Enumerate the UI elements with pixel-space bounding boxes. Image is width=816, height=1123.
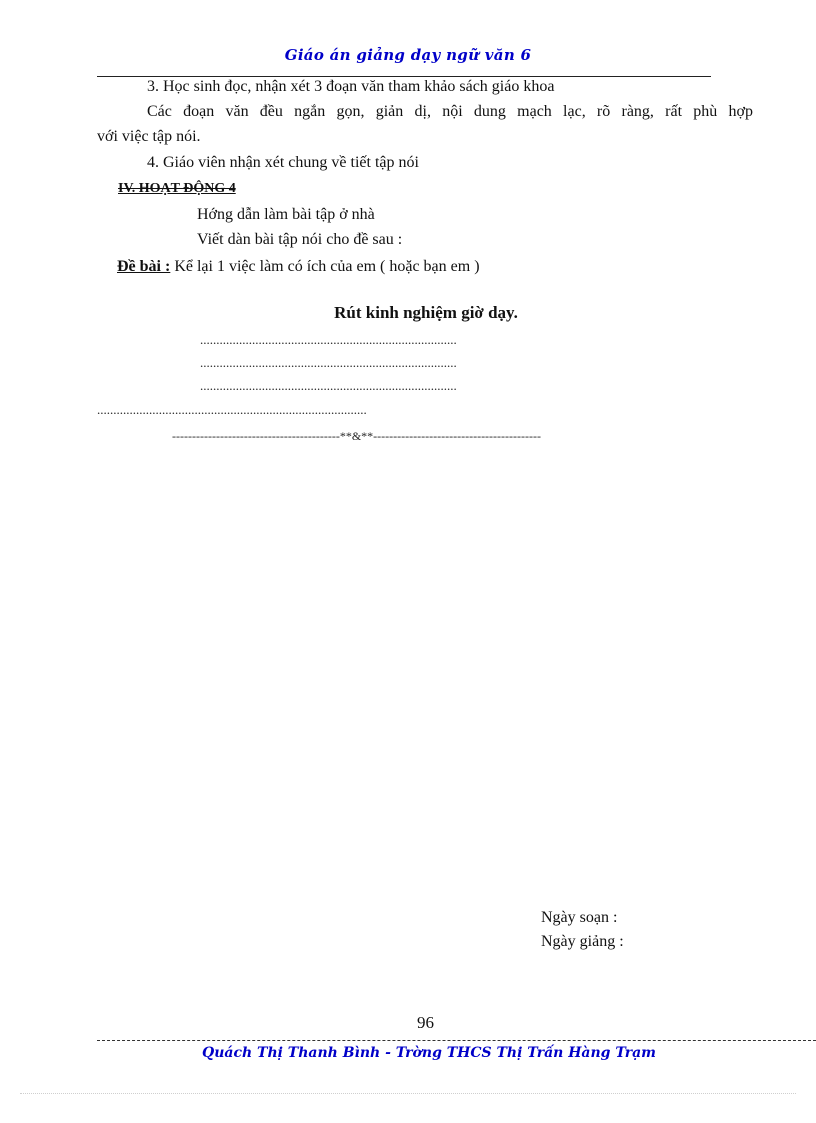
- date-prepared-label: Ngày soạn :: [541, 909, 618, 926]
- dotted-line-3: ...............................................................................: [200, 378, 457, 393]
- footer-rule: [97, 1040, 816, 1041]
- homework-task: Viết dàn bài tập nói cho đề sau :: [197, 231, 403, 248]
- topic-label: Đề bài :: [117, 258, 171, 275]
- topic-text: Kể lại 1 việc làm có ích của em ( hoặc bạn em ): [170, 258, 480, 275]
- bottom-dotted-rule: [20, 1093, 796, 1094]
- dotted-line-4: ...................................................................................: [97, 402, 367, 417]
- dotted-line-1: ...............................................................................: [200, 332, 457, 347]
- topic-line: [117, 257, 480, 277]
- page-header-title: Giáo án giảng dạy ngữ văn 6: [284, 46, 532, 64]
- dotted-line-2: ...............................................................................: [200, 355, 457, 370]
- section-divider: ------------------------------------------**&**------------------------------------------: [172, 429, 542, 443]
- item-3-text: 3. Học sinh đọc, nhận xét 3 đoạn văn tham khảo sách giáo khoa: [147, 78, 555, 95]
- footer-author: Quách Thị Thanh Bình - Trờng THCS Thị Trấn Hàng Trạm: [202, 1045, 656, 1061]
- section-heading: IV. HOẠT ĐỘNG 4: [118, 181, 236, 196]
- page-number: 96: [417, 1013, 434, 1032]
- comment-line-2: với việc tập nói.: [97, 128, 201, 145]
- item-4-text: 4. Giáo viên nhận xét chung về tiết tập nói: [147, 154, 419, 171]
- comment-line-1: Các đoạn văn đều ngắn gọn, giản dị, nội dung mạch lạc, rõ ràng, rất phù hợp: [147, 103, 753, 120]
- review-title: Rút kinh nghiệm giờ dạy.: [334, 303, 518, 322]
- date-taught-label: Ngày giảng :: [541, 933, 624, 950]
- homework-guide: Hớng dẫn làm bài tập ở nhà: [197, 206, 375, 223]
